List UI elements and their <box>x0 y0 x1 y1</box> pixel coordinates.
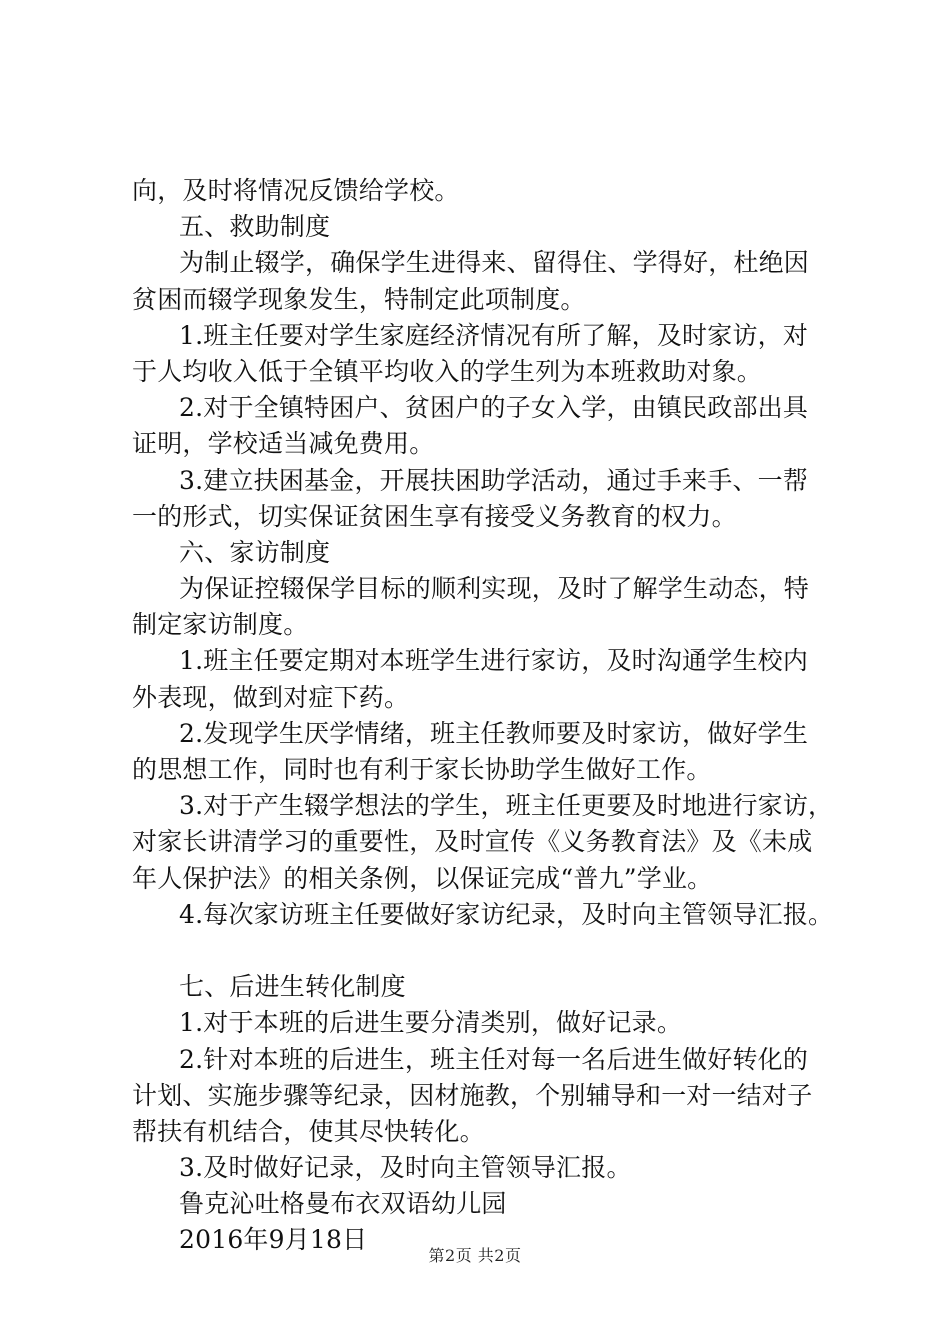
text-line: 1.班主任要定期对本班学生进行家访，及时沟通学生校内 <box>179 646 809 676</box>
text-line: 3.及时做好记录，及时向主管领导汇报。 <box>179 1153 632 1183</box>
text-line: 为保证控辍保学目标的顺利实现，及时了解学生动态，特 <box>179 574 810 604</box>
text-line: 一的形式，切实保证贫困生享有接受义务教育的权力。 <box>132 501 737 531</box>
text-line: 4.每次家访班主任要做好家访纪录，及时向主管领导汇报。 <box>179 899 834 929</box>
text-line: 贫困而辍学现象发生，特制定此项制度。 <box>132 284 586 314</box>
text-line: 制定家访制度。 <box>132 610 309 640</box>
text-line: 1.班主任要对学生家庭经济情况有所了解，及时家访，对 <box>179 320 809 350</box>
text-line: 的思想工作，同时也有利于家长协助学生做好工作。 <box>132 755 712 784</box>
text-line: 计划、实施步骤等纪录，因材施教，个别辅导和一对一结对子 <box>132 1080 813 1110</box>
text-line: 于人均收入低于全镇平均收入的学生列为本班救助对象。 <box>132 356 763 386</box>
text-line: 证明，学校适当减免费用。 <box>132 429 435 459</box>
text-line: 为制止辍学，确保学生进得来、留得住、学得好，杜绝因 <box>179 248 810 278</box>
document-body <box>132 173 844 1259</box>
text-line: 帮扶有机结合，使其尽快转化。 <box>132 1116 485 1146</box>
signature-organization: 鲁克沁吐格曼布衣双语幼儿园 <box>179 1189 507 1219</box>
text-line: 2.发现学生厌学情绪，班主任教师要及时家访，做好学生 <box>179 718 809 748</box>
section-heading-rescue: 五、救助制度 <box>179 212 331 242</box>
text-line: 外表现，做到对症下药。 <box>132 682 410 712</box>
text-line: 3.对于产生辍学想法的学生，班主任更要及时地进行家访， <box>179 791 834 821</box>
page-number-footer: 第2页 共2页 <box>428 1246 522 1265</box>
text-line: 2.对于全镇特困户、贫困户的子女入学，由镇民政部出具 <box>179 393 809 423</box>
text-line: 3.建立扶困基金，开展扶困助学活动，通过手来手、一帮 <box>179 465 809 495</box>
text-line: 2.针对本班的后进生，班主任对每一名后进生做好转化的 <box>179 1044 809 1074</box>
text-line: 向，及时将情况反馈给学校。 <box>132 176 460 205</box>
text-line: 对家长讲清学习的重要性，及时宣传《义务教育法》及《未成 <box>132 827 813 857</box>
signature-date: 2016年9月18日 <box>179 1225 368 1255</box>
text-line: 年人保护法》的相关条例，以保证完成“普九”学业。 <box>132 863 713 893</box>
blank-line <box>132 933 844 969</box>
section-heading-underachiever: 七、后进生转化制度 <box>179 972 406 1002</box>
section-heading-home-visit: 六、家访制度 <box>179 537 331 567</box>
text-line: 1.对于本班的后进生要分清类别，做好记录。 <box>179 1008 683 1038</box>
